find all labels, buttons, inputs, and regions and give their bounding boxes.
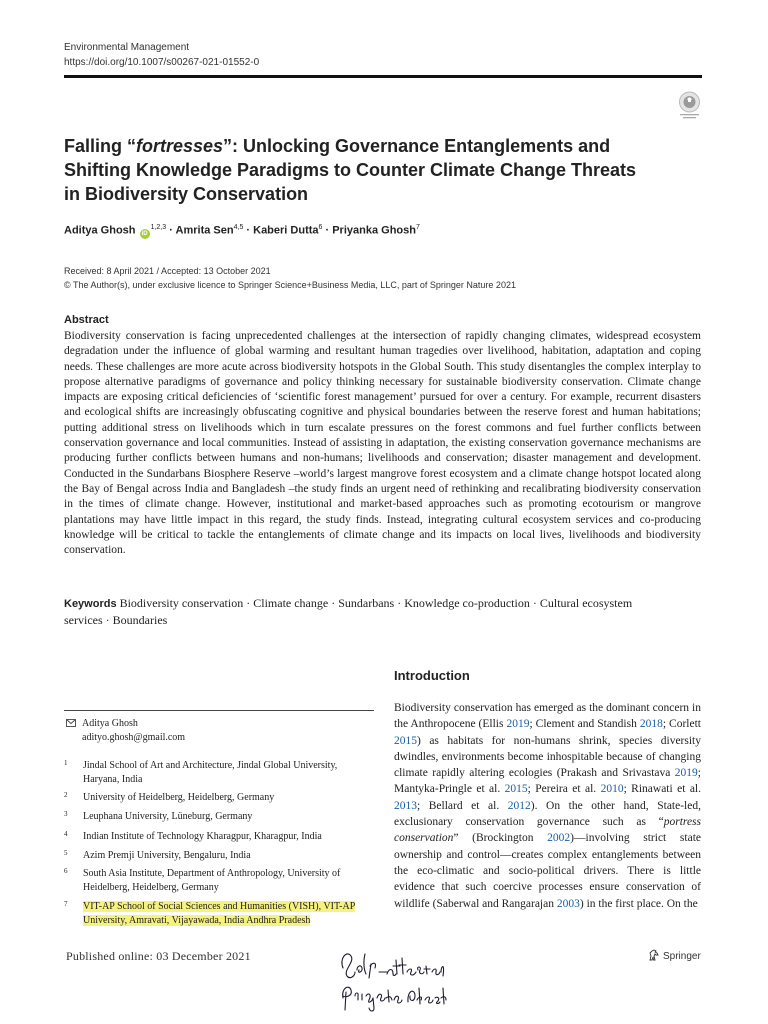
affiliation-text-highlighted: VIT-AP School of Social Sciences and Humanities (VISH), VIT-AP University, Amravati, Vijayawada, India Andhra Pradesh bbox=[83, 901, 356, 926]
affiliation-text: South Asia Institute, Department of Anthropology, University of Heidelberg, Heidelberg, Germany bbox=[83, 868, 341, 893]
article-dates bbox=[64, 264, 516, 292]
affiliation-text: Leuphana University, Lüneburg, Germany bbox=[83, 811, 253, 822]
text-segment: ) as habitats for non-humans shrink, species diversity dwindles, environments become inhospitable because of changing climate rapidly altering ecologies (Prakash and Srivastava bbox=[394, 734, 701, 780]
check-for-updates-icon[interactable] bbox=[677, 91, 702, 120]
citation-link[interactable]: 2003 bbox=[556, 897, 580, 910]
keyword[interactable]: Climate change bbox=[253, 596, 329, 610]
author-affiliation-sup: 1,2,3 bbox=[150, 224, 167, 231]
author-name[interactable]: Kaberi Dutta bbox=[253, 224, 319, 237]
affiliation-5 bbox=[64, 849, 376, 863]
author-separator: · bbox=[322, 224, 333, 237]
affiliation-text: Azim Premji University, Bengaluru, India bbox=[83, 850, 251, 861]
affiliation-2 bbox=[64, 791, 376, 805]
introduction-heading: Introduction bbox=[394, 668, 470, 683]
citation-link[interactable]: 2002 bbox=[547, 832, 571, 845]
author-affiliation-sup: 7 bbox=[415, 224, 420, 231]
affiliation-text: Jindal School of Art and Architecture, Jindal Global University, Haryana, India bbox=[83, 760, 338, 785]
title-italic-word: fortresses bbox=[136, 136, 224, 156]
title-part: Falling “ bbox=[64, 136, 136, 156]
affiliation-text: Indian Institute of Technology Kharagpur, Kharagpur, India bbox=[83, 831, 322, 842]
affiliation-3 bbox=[64, 810, 376, 824]
contact-email[interactable]: adityo.ghosh@gmail.com bbox=[82, 732, 186, 743]
affiliation-7 bbox=[64, 900, 376, 928]
citation-link[interactable]: 2015 bbox=[504, 783, 528, 796]
corresponding-author bbox=[64, 717, 185, 745]
italic-term: portress conservation bbox=[394, 816, 701, 845]
keyword[interactable]: Biodiversity conservation bbox=[119, 596, 244, 610]
paper-title bbox=[64, 134, 654, 206]
keyword-separator: · bbox=[397, 596, 402, 610]
text-segment: Biodiversity conservation has emerged as the dominant concern in the Anthropocene (Ellis bbox=[394, 702, 701, 731]
springer-horse-icon bbox=[648, 949, 660, 961]
author-separator: · bbox=[166, 224, 176, 237]
text-segment: ) in the first place. On the bbox=[579, 897, 698, 910]
publisher-name: Springer bbox=[663, 951, 701, 962]
keyword-separator: · bbox=[246, 596, 251, 610]
author-affiliation-sup: 6 bbox=[318, 224, 323, 231]
affiliation-number: 3 bbox=[64, 810, 68, 818]
affiliation-number: 2 bbox=[64, 791, 68, 799]
received-accepted: Received: 8 April 2021 / Accepted: 13 October 2021 bbox=[64, 266, 271, 276]
citation-link[interactable]: 2012 bbox=[507, 799, 531, 812]
affiliation-4 bbox=[64, 830, 376, 844]
introduction-text bbox=[394, 700, 701, 912]
contact-name: Aditya Ghosh bbox=[82, 718, 138, 729]
citation-link[interactable]: 2010 bbox=[600, 783, 624, 796]
text-segment: ; Pereira et al. bbox=[527, 783, 601, 796]
text-segment: ; Rinawati et al. bbox=[623, 783, 701, 796]
affiliation-6 bbox=[64, 867, 376, 895]
affiliation-number: 7 bbox=[64, 900, 68, 908]
header-rule bbox=[64, 75, 702, 78]
keyword-separator: · bbox=[331, 596, 336, 610]
citation-link[interactable]: 2015 bbox=[394, 734, 417, 747]
author-affiliation-sup: 4,5 bbox=[233, 224, 244, 231]
journal-name: Environmental Management bbox=[64, 42, 190, 53]
keywords bbox=[64, 596, 701, 628]
text-segment: ” (Brockington bbox=[453, 832, 548, 845]
keyword[interactable]: Cultural ecosystem services bbox=[64, 596, 633, 627]
affiliation-number: 1 bbox=[64, 759, 68, 767]
text-segment: ; Mantyka-Pringle et al. bbox=[394, 767, 701, 796]
citation-link[interactable]: 2013 bbox=[394, 799, 417, 812]
author-name[interactable]: Amrita Sen bbox=[175, 224, 234, 237]
affiliation-1 bbox=[64, 759, 376, 787]
text-segment: )—involving strict state ownership and control—creates complex entanglements between the eco-climatic and socio-political drivers. There is little evidence that such coercive processes ensure conservation of wildlife (Saberwal and Rangarajan bbox=[394, 832, 701, 910]
keywords-label: Keywords bbox=[64, 598, 117, 610]
citation-link[interactable]: 2019 bbox=[674, 767, 698, 780]
keyword[interactable]: Sundarbans bbox=[338, 596, 395, 610]
keyword[interactable]: Knowledge co-production bbox=[404, 596, 530, 610]
doi-link[interactable]: https://doi.org/10.1007/s00267-021-01552-0 bbox=[64, 57, 260, 68]
abstract-text: Biodiversity conservation is facing unprecedented challenges at the intersection of rapidly changing climates, widespread ecosystem degradation under the influence of global warming and resultant human tragedies over livelihood, habitation, adaptation and coping needs. These challenges are more acute across biodiversity hotspots in the Global South. This study disentangles the complex interplay to propose alternative paradigms of governance and policy thinking necessary for sustainable biodiversity conservation. Climate change impacts are exposing critical deficiencies of ‘scientific forest management’ pursued for over a century. For example, recurrent disasters and ecological shifts are increasingly obfuscating cognitive and physical boundaries between the reserve forest and human habitations; putting additional stress on livelihoods which in turn escalate pressures on the forest commons and fuel further conflicts between conservation governance and local communities. Instead of assisting in adaptation, the existing conservation governance mechanisms are producing further conflicts between humans and non-humans; livelihoods and conservation; disaster management and development. Conducted in the Sundarbans Biosphere Reserve –world’s largest mangrove forest ecosystem and a climate change hotspot located along the Bay of Bengal across India and Bangladesh –the study finds an urgent need of rethinking and recalibrating biodiversity conservation in the times of climate change. However, institutional and market-based approaches such as promoting ecotourism or mangrove plantations may have little impact in this regard, the study finds. Instead, integrating cultural ecosystem services and co-producing knowledge will be critical to tackle the entanglements of climate change and its impacts on local lives, livelihoods and biodiversity conservation. bbox=[64, 330, 701, 557]
journal-header bbox=[64, 40, 259, 70]
affiliation-number: 6 bbox=[64, 867, 68, 875]
author-name[interactable]: Priyanka Ghosh bbox=[332, 224, 416, 237]
copyright-notice: © The Author(s), under exclusive licence to Springer Science+Business Media, LLC, part of Springer Nature 2021 bbox=[64, 280, 516, 290]
author-list bbox=[64, 224, 420, 239]
keyword-list bbox=[64, 596, 632, 627]
affiliation-number: 5 bbox=[64, 849, 68, 857]
footnote-divider bbox=[64, 710, 374, 711]
self-attested-signature bbox=[333, 940, 448, 1020]
citation-link[interactable]: 2019 bbox=[506, 718, 530, 731]
text-segment: ; Bellard et al. bbox=[417, 799, 508, 812]
keyword-separator: · bbox=[105, 612, 110, 627]
text-segment: ). On the other hand, State-led, exclusionary conservation governance such as “ bbox=[394, 799, 701, 829]
citation-link[interactable]: 2018 bbox=[639, 718, 663, 731]
keyword-separator: · bbox=[532, 596, 537, 610]
author-separator: · bbox=[243, 224, 254, 237]
affiliation-number: 4 bbox=[64, 830, 68, 838]
text-segment: ; Corlett bbox=[662, 718, 701, 731]
orcid-icon[interactable]: iD bbox=[141, 230, 148, 237]
publisher-logo bbox=[648, 949, 701, 962]
affiliation-text: University of Heidelberg, Heidelberg, Germany bbox=[83, 792, 275, 803]
keyword[interactable]: Boundaries bbox=[112, 612, 168, 627]
author-name[interactable]: Aditya Ghosh bbox=[64, 224, 136, 237]
title-part: ”: Unlocking Governance Entanglements and Shifting Knowledge Paradigms to Counter Climate Change Threats in Biodiversity Conservation bbox=[64, 136, 637, 204]
envelope-icon bbox=[66, 719, 76, 727]
text-segment: ; Clement and Standish bbox=[529, 718, 640, 731]
abstract-heading: Abstract bbox=[64, 314, 109, 326]
published-online: Published online: 03 December 2021 bbox=[66, 949, 251, 963]
